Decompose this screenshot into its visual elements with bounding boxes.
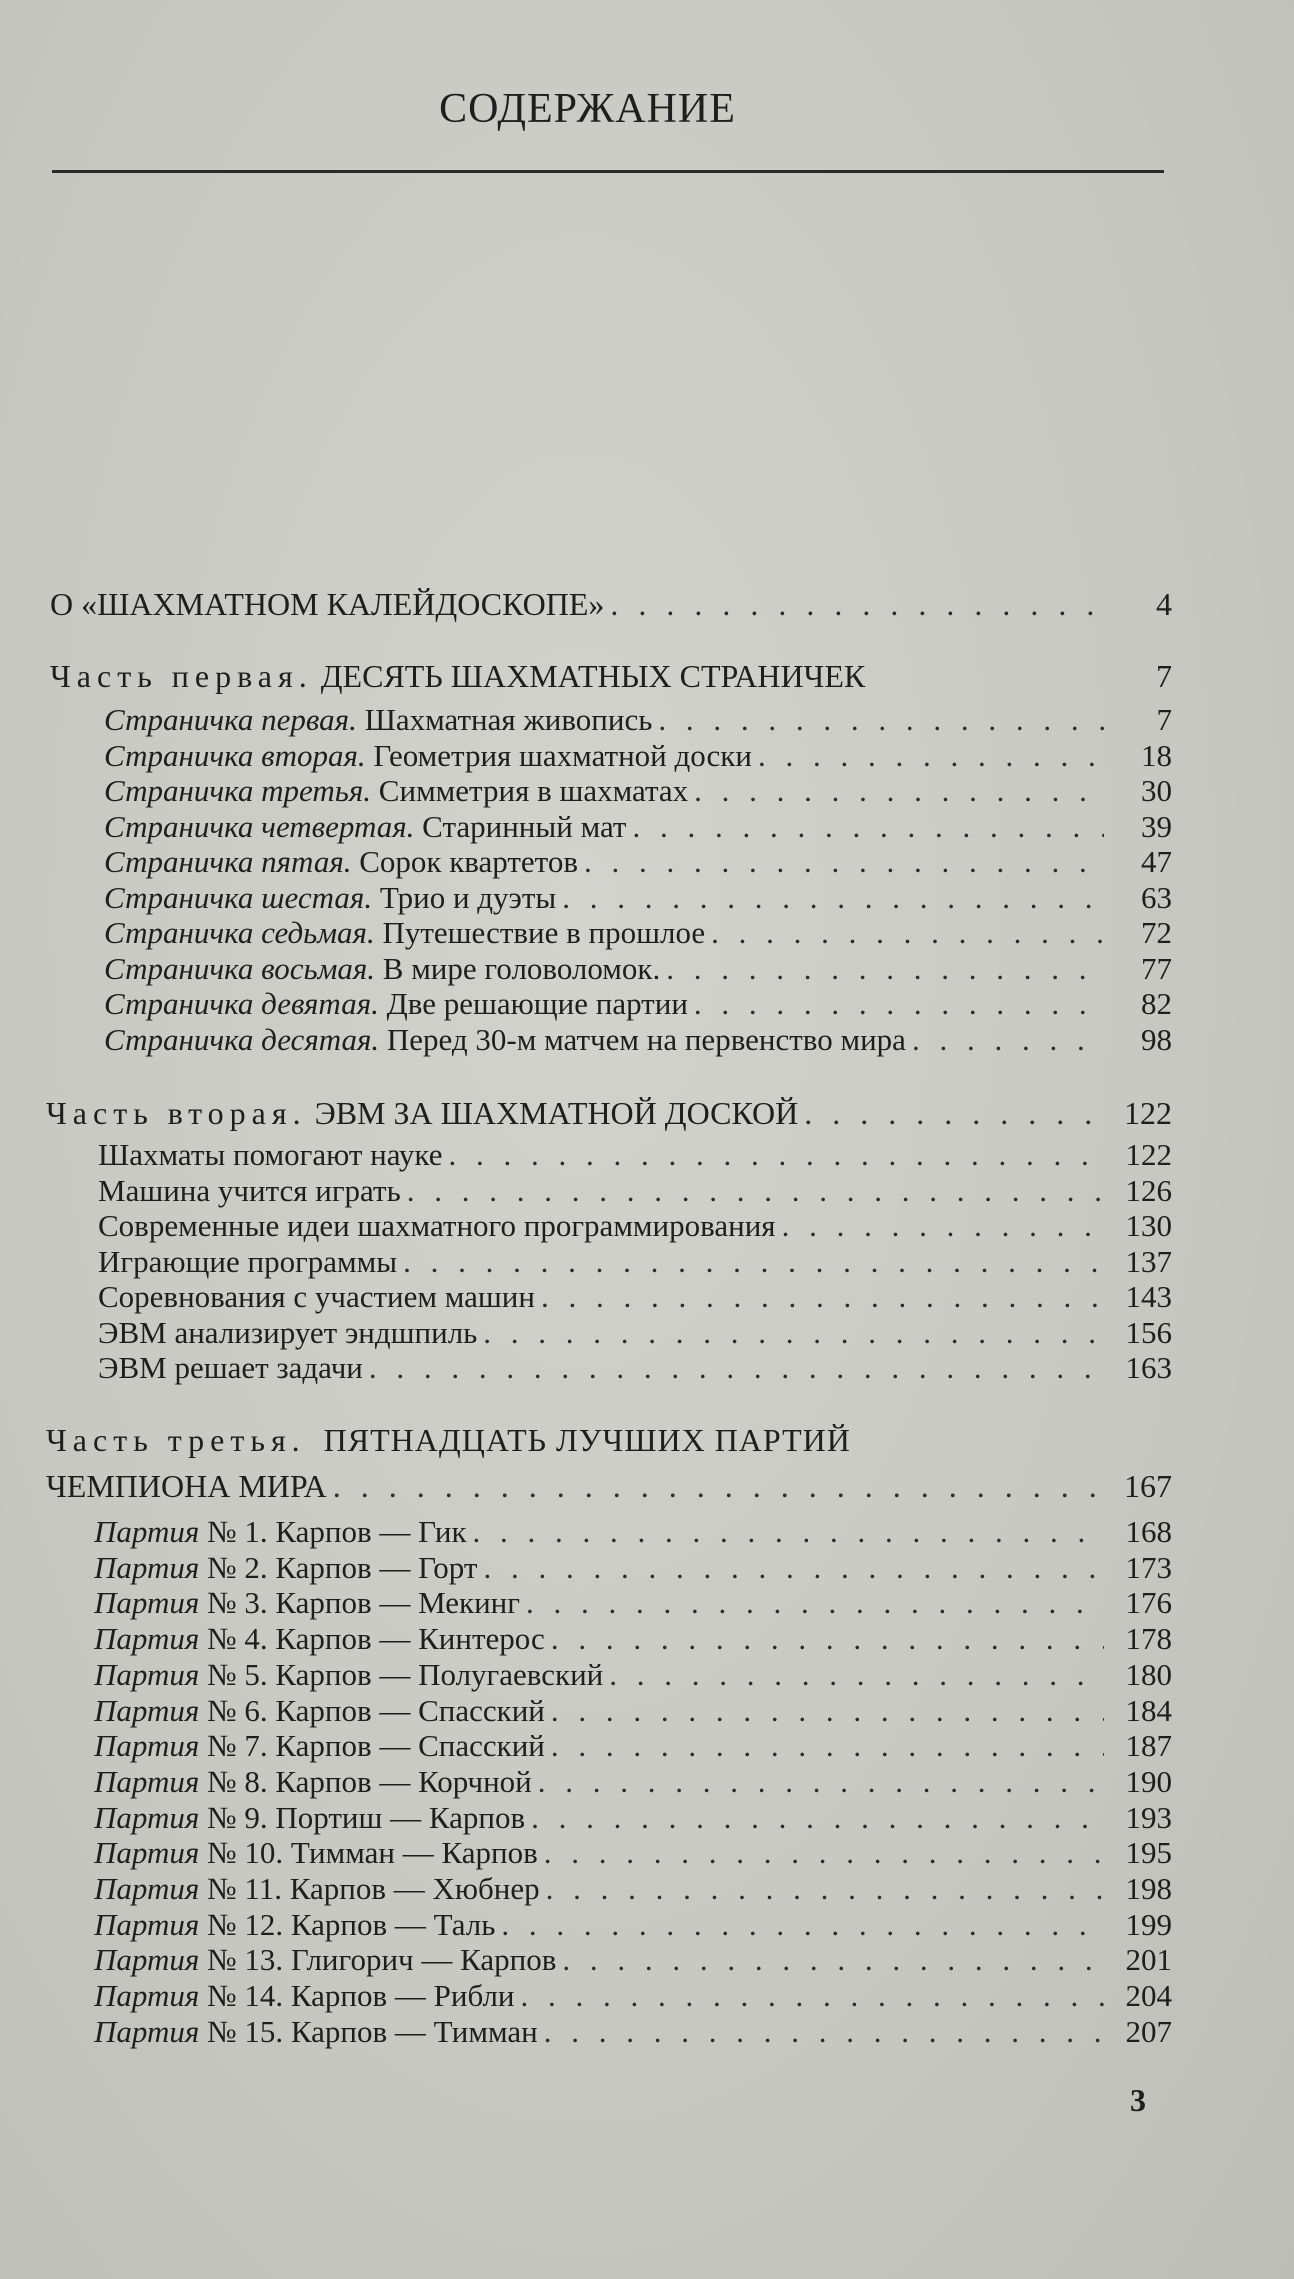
toc-entry-label	[104, 880, 556, 916]
dot-leader	[694, 986, 1104, 1022]
dot-leader	[632, 809, 1104, 845]
dot-leader	[526, 1585, 1104, 1621]
toc-entry-text: В мире головоломок.	[382, 950, 661, 986]
toc-entry	[94, 1514, 1172, 1550]
toc-entry-text: Старинный мат	[422, 808, 627, 844]
dot-leader	[609, 1657, 1104, 1693]
toc-entry-label	[94, 1728, 545, 1764]
toc-entry-prefix: Страничка третья.	[104, 773, 372, 808]
part-title: ЭВМ ЗА ШАХМАТНОЙ ДОСКОЙ	[314, 1095, 799, 1131]
toc-entry-page: 143	[1125, 1279, 1172, 1314]
toc-entry-prefix: Страничка восьмая.	[104, 950, 376, 986]
toc-entry	[104, 738, 1172, 774]
toc-entry-label	[94, 1550, 477, 1586]
toc-entry-prefix: Партия	[94, 1728, 200, 1764]
dot-leader	[544, 1835, 1104, 1871]
toc-entry-text: Шахматная живопись	[364, 702, 653, 737]
toc-entry-label	[94, 1585, 520, 1621]
dot-leader	[711, 915, 1104, 951]
toc-entry-text: Две решающие партии	[386, 986, 688, 1021]
toc-entry	[94, 1942, 1172, 1978]
toc-entry	[104, 951, 1172, 987]
toc-entry-label	[104, 702, 652, 738]
toc-entry-text: Шахматы помогают науке	[98, 1137, 443, 1172]
dot-leader	[782, 1208, 1104, 1244]
toc-entry	[94, 1907, 1172, 1943]
toc-entry-text: № 4. Карпов — Кинтерос	[207, 1621, 545, 1657]
toc-entry-page: 207	[1125, 2013, 1172, 2049]
toc-entry-page: 77	[1141, 950, 1172, 986]
toc-entry-label	[94, 1907, 495, 1943]
toc-entry-prefix: Партия	[94, 1978, 200, 2014]
toc-entry-text: № 5. Карпов — Полугаевский	[207, 1656, 604, 1692]
toc-entry	[98, 1244, 1172, 1280]
toc-entry-prefix: Партия	[94, 1942, 200, 1978]
dot-leader	[538, 1764, 1104, 1800]
toc-entry-text: № 11. Карпов — Хюбнер	[207, 1871, 540, 1906]
toc-entry-page: 7	[1156, 658, 1172, 694]
toc-entry-page: 190	[1125, 1763, 1172, 1799]
toc-entry-label	[98, 1279, 535, 1315]
dot-leader	[804, 1095, 1104, 1131]
dot-leader	[407, 1173, 1104, 1209]
dot-leader	[551, 1621, 1104, 1657]
toc-entry-page: 184	[1125, 1692, 1172, 1728]
toc-entry-text: Машина учится играть	[98, 1172, 401, 1208]
toc-entry-page: 201	[1125, 1942, 1172, 1978]
dot-leader	[666, 951, 1104, 987]
toc-entry-label	[98, 1208, 776, 1244]
toc-entry-prefix: Страничка десятая.	[104, 1021, 380, 1057]
toc-entry	[94, 1764, 1172, 1800]
dot-leader	[562, 1942, 1104, 1978]
toc-entry	[104, 702, 1172, 738]
toc-part3-heading-line1	[46, 1422, 851, 1458]
toc-entry-label	[104, 951, 660, 987]
toc-entry-text: Путешествие в прошлое	[382, 915, 706, 950]
toc-entry-prefix: Партия	[94, 1692, 200, 1728]
toc-entry-label	[104, 1022, 906, 1058]
part-label: Часть третья.	[46, 1422, 306, 1458]
toc-entry-text: № 2. Карпов — Горт	[207, 1549, 478, 1585]
toc-entry-prefix: Партия	[94, 1906, 200, 1942]
dot-leader	[551, 1728, 1104, 1764]
dot-leader	[546, 1871, 1104, 1907]
toc-entry-page: 137	[1125, 1243, 1172, 1279]
toc-entry-prefix: Партия	[94, 1871, 200, 1906]
toc-entry-prefix: Партия	[94, 1799, 200, 1835]
dot-leader	[369, 1350, 1104, 1386]
toc-entry-page: 173	[1125, 1549, 1172, 1585]
toc-entry-label	[98, 1315, 477, 1351]
toc-entry-prefix: Партия	[94, 1621, 200, 1657]
toc-entry-page: 63	[1141, 879, 1172, 915]
toc-part2-heading	[46, 1095, 1172, 1131]
toc-entry-prefix: Партия	[94, 1514, 200, 1549]
toc-entry-page: 39	[1141, 808, 1172, 844]
toc-entry-label	[104, 915, 705, 951]
toc-entry-label	[98, 1244, 397, 1280]
toc-entry	[104, 915, 1172, 951]
toc-entry	[94, 1728, 1172, 1764]
toc-entry	[98, 1315, 1172, 1351]
toc-entry-page: 156	[1125, 1314, 1172, 1350]
toc-entry-text: Современные идеи шахматного программирования	[98, 1208, 776, 1243]
toc-entry-page: 198	[1125, 1871, 1172, 1906]
toc-entry-text: Соревнования с участием машин	[98, 1279, 535, 1314]
dot-leader	[541, 1279, 1104, 1315]
toc-entry-text: Трио и дуэты	[379, 879, 557, 915]
dot-leader	[473, 1514, 1104, 1550]
toc-entry-prefix: Партия	[94, 1585, 200, 1621]
toc-entry	[98, 1350, 1172, 1386]
toc-entry-page: 167	[1124, 1468, 1172, 1504]
toc-entry	[94, 1978, 1172, 2014]
toc-entry	[94, 1585, 1172, 1621]
toc-entry	[104, 1022, 1172, 1058]
toc-entry-label	[98, 1173, 401, 1209]
toc-entry-label	[98, 1350, 363, 1386]
toc-entry-page: 82	[1141, 986, 1172, 1021]
toc-entry-label	[94, 1871, 540, 1907]
toc-entry-page: 130	[1125, 1208, 1172, 1243]
toc-entry	[98, 1279, 1172, 1315]
toc-entry-label	[94, 1514, 467, 1550]
dot-leader	[531, 1800, 1104, 1836]
toc-entry-label	[94, 1978, 515, 2014]
page-number: 3	[1130, 2082, 1146, 2118]
toc-entry-label	[94, 2014, 538, 2050]
toc-entry	[98, 1137, 1172, 1173]
toc-entry-page: 163	[1125, 1350, 1172, 1385]
toc-entry-page: 193	[1125, 1799, 1172, 1835]
toc-entry-label	[104, 986, 688, 1022]
toc-entry	[104, 880, 1172, 916]
toc-entry	[94, 1621, 1172, 1657]
toc-entry-text: № 1. Карпов — Гик	[207, 1514, 467, 1549]
toc-entry-page: 72	[1141, 915, 1172, 950]
page-title: СОДЕРЖАНИЕ	[439, 86, 736, 132]
toc-entry	[94, 1835, 1172, 1871]
toc-entry-page: 7	[1156, 702, 1172, 737]
toc-entry-prefix: Партия	[94, 1656, 200, 1692]
toc-entry-text: Сорок квартетов	[359, 844, 578, 879]
toc-entry-intro	[50, 586, 1172, 622]
toc-entry	[94, 1550, 1172, 1586]
toc-entry-page: 195	[1125, 1835, 1172, 1871]
toc-entry-label	[94, 1942, 556, 1978]
part-title: ПЯТНАДЦАТЬ ЛУЧШИХ ПАРТИЙ	[323, 1422, 851, 1458]
toc-entry-label	[104, 844, 578, 880]
dot-leader	[584, 844, 1104, 880]
dot-leader	[694, 773, 1104, 809]
toc-entry	[104, 773, 1172, 809]
toc-entry-text: № 6. Карпов — Спасский	[207, 1692, 545, 1728]
toc-entry	[94, 1693, 1172, 1729]
toc-entry-prefix: Страничка вторая.	[104, 737, 366, 773]
toc-entry-label	[98, 1137, 442, 1173]
dot-leader	[483, 1550, 1104, 1586]
dot-leader	[501, 1907, 1104, 1943]
toc-entry-page: 18	[1141, 737, 1172, 773]
toc-entry-page: 204	[1125, 1978, 1172, 2014]
toc-entry-label	[104, 809, 626, 845]
toc-entry-page: 47	[1141, 844, 1172, 879]
toc-entry-page: 30	[1141, 773, 1172, 808]
toc-entry-page: 187	[1125, 1728, 1172, 1764]
toc-entry	[94, 2014, 1172, 2050]
toc-entry-page: 4	[1156, 586, 1172, 622]
toc-entry-label	[94, 1693, 545, 1729]
toc-entry-text: № 14. Карпов — Рибли	[207, 1978, 515, 2014]
toc-entry-label	[104, 773, 688, 809]
dot-leader	[562, 880, 1104, 916]
toc-entry-label	[94, 1621, 545, 1657]
toc-entry	[94, 1800, 1172, 1836]
dot-leader	[448, 1137, 1104, 1173]
toc-entry-text: № 10. Тимман — Карпов	[207, 1835, 538, 1871]
dot-leader	[658, 702, 1104, 738]
toc-entry-page: 126	[1125, 1172, 1172, 1208]
toc-entry-label	[94, 1835, 538, 1871]
toc-entry-prefix: Страничка пятая.	[104, 844, 352, 879]
toc-entry-label	[94, 1764, 532, 1800]
toc-part1-heading	[50, 658, 1172, 694]
toc-entry-label	[94, 1800, 525, 1836]
toc-entry-label	[94, 1657, 603, 1693]
dot-leader	[483, 1315, 1104, 1351]
toc-entry-prefix: Страничка шестая.	[104, 879, 373, 915]
part-title: ДЕСЯТЬ ШАХМАТНЫХ СТРАНИЧЕК	[320, 658, 866, 694]
toc-entry-prefix: Страничка четвертая.	[104, 808, 415, 844]
toc-entry-text: № 15. Карпов — Тимман	[207, 2013, 538, 2049]
toc-entry-text: № 13. Глигорич — Карпов	[207, 1942, 557, 1978]
toc-entry-page: 178	[1125, 1621, 1172, 1657]
toc-entry	[94, 1657, 1172, 1693]
toc-entry-page: 122	[1124, 1095, 1172, 1131]
toc-entry	[98, 1208, 1172, 1244]
toc-entry-text: Геометрия шахматной доски	[373, 737, 752, 773]
toc-entry-prefix: Страничка девятая.	[104, 986, 379, 1021]
dot-leader	[551, 1693, 1104, 1729]
toc-entry-text: № 12. Карпов — Таль	[207, 1906, 496, 1942]
toc-entry-text: № 8. Карпов — Корчной	[207, 1763, 532, 1799]
dot-leader	[521, 1978, 1104, 2014]
toc-entry-text: № 9. Портиш — Карпов	[207, 1799, 526, 1835]
dot-leader	[333, 1468, 1104, 1504]
dot-leader	[758, 738, 1104, 774]
toc-entry	[94, 1871, 1172, 1907]
toc-entry-text: № 7. Карпов — Спасский	[207, 1728, 545, 1764]
toc-entry-label	[104, 738, 752, 774]
toc-part3-heading-line2	[46, 1468, 1172, 1504]
toc-entry	[104, 809, 1172, 845]
title-rule	[52, 170, 1164, 173]
toc-entry-text: Играющие программы	[98, 1243, 398, 1279]
toc-entry-text: Симметрия в шахматах	[378, 773, 689, 808]
part-label: Часть вторая.	[46, 1095, 307, 1131]
toc-entry-text: ЭВМ анализирует эндшпиль	[98, 1314, 478, 1350]
toc-entry-prefix: Партия	[94, 2013, 200, 2049]
toc-entry-page: 98	[1141, 1021, 1172, 1057]
dot-leader	[544, 2014, 1104, 2050]
toc-entry	[104, 844, 1172, 880]
toc-entry-prefix: Партия	[94, 1763, 200, 1799]
toc-entry-text: ЭВМ решает задачи	[98, 1350, 363, 1385]
toc-entry-prefix: Партия	[94, 1549, 200, 1585]
toc-entry-page: 176	[1125, 1585, 1172, 1621]
toc-entry-text: О «ШАХМАТНОМ КАЛЕЙДОСКОПЕ»	[50, 586, 605, 622]
dot-leader	[912, 1022, 1104, 1058]
dot-leader	[610, 586, 1104, 622]
toc-entry-page: 168	[1125, 1514, 1172, 1549]
toc-entry-text: Перед 30-м матчем на первенство мира	[386, 1021, 906, 1057]
toc-entry-prefix: Страничка седьмая.	[104, 915, 375, 950]
toc-entry-prefix: Партия	[94, 1835, 200, 1871]
toc-entry-text: № 3. Карпов — Мекинг	[207, 1585, 520, 1621]
toc-entry-page: 180	[1125, 1656, 1172, 1692]
part-label: Часть первая.	[50, 658, 313, 694]
dot-leader	[403, 1244, 1104, 1280]
part-title-continued: ЧЕМПИОНА МИРА	[46, 1468, 327, 1504]
toc-entry	[98, 1173, 1172, 1209]
toc-entry-prefix: Страничка первая.	[104, 702, 357, 737]
toc-entry-page: 122	[1125, 1137, 1172, 1172]
toc-entry-page: 199	[1125, 1906, 1172, 1942]
toc-entry	[104, 986, 1172, 1022]
